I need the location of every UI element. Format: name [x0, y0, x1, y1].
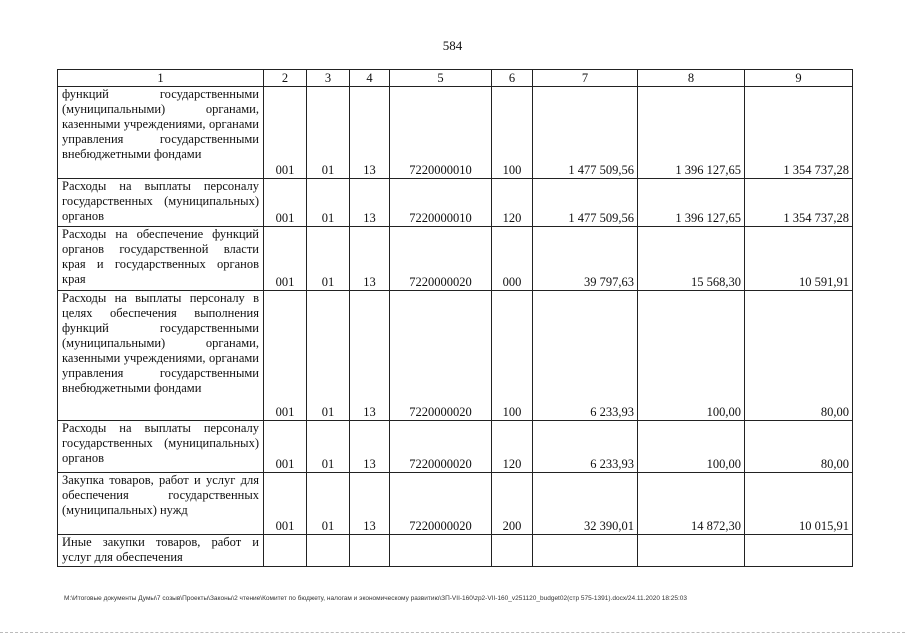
row-subsection [350, 535, 390, 567]
header-cell: 2 [264, 70, 307, 87]
row-target: 7220000020 [390, 291, 492, 421]
row-type: 120 [492, 179, 533, 227]
page-number: 584 [442, 38, 463, 53]
row-target [390, 535, 492, 567]
header-cell: 5 [390, 70, 492, 87]
table-row [58, 227, 853, 291]
row-section: 01 [307, 87, 350, 179]
header-cell: 8 [638, 70, 745, 87]
row-name: Расходы на выплаты персоналу государственных (муниципальных) органов [58, 421, 264, 473]
row-subsection: 13 [350, 227, 390, 291]
row-amount3: 1 354 737,28 [745, 179, 853, 227]
row-section: 01 [307, 179, 350, 227]
row-section: 01 [307, 421, 350, 473]
header-cell: 3 [307, 70, 350, 87]
row-type: 000 [492, 227, 533, 291]
table-row [58, 291, 853, 421]
table-row [58, 179, 853, 227]
row-ministry [264, 535, 307, 567]
header-cell: 6 [492, 70, 533, 87]
page-bottom-divider [0, 632, 905, 633]
row-ministry: 001 [264, 227, 307, 291]
header-cell: 1 [58, 70, 264, 87]
table-header-row [58, 70, 853, 87]
row-ministry: 001 [264, 421, 307, 473]
row-amount3: 1 354 737,28 [745, 87, 853, 179]
row-section: 01 [307, 291, 350, 421]
row-amount3 [745, 535, 853, 567]
row-amount1: 6 233,93 [533, 421, 638, 473]
row-amount2: 14 872,30 [638, 473, 745, 535]
table-row [58, 535, 853, 567]
row-type: 100 [492, 87, 533, 179]
row-ministry: 001 [264, 291, 307, 421]
row-amount2: 15 568,30 [638, 227, 745, 291]
row-ministry: 001 [264, 87, 307, 179]
row-amount2: 100,00 [638, 291, 745, 421]
table-row [58, 473, 853, 535]
row-subsection: 13 [350, 473, 390, 535]
row-name: Иные закупки товаров, работ и услуг для обеспечения [58, 535, 264, 567]
row-amount1: 1 477 509,56 [533, 87, 638, 179]
row-type: 100 [492, 291, 533, 421]
row-amount1 [533, 535, 638, 567]
row-amount2: 1 396 127,65 [638, 179, 745, 227]
row-amount1: 39 797,63 [533, 227, 638, 291]
footer-file-path: M:\Итоговые документы Думы\7 созыв\Проекты\Законы\2 чтение\Комитет по бюджету, налогам и экономическому развитию\ЗП-VII-160\zp2-VII-160_v251120_budget02(стр 575-1391).docx/24.11.2020 18:25:03 [64, 595, 688, 602]
row-name: Закупка товаров, работ и услуг для обеспечения государственных (муниципальных) нужд [58, 473, 264, 535]
header-cell: 7 [533, 70, 638, 87]
table-row [58, 421, 853, 473]
budget-table [57, 69, 853, 567]
row-target: 7220000010 [390, 179, 492, 227]
row-section: 01 [307, 227, 350, 291]
row-amount3: 10 015,91 [745, 473, 853, 535]
row-amount3: 80,00 [745, 421, 853, 473]
row-name: Расходы на выплаты персоналу государственных (муниципальных) органов [58, 179, 264, 227]
row-target: 7220000020 [390, 473, 492, 535]
row-ministry: 001 [264, 473, 307, 535]
row-name: Расходы на выплаты персоналу в целях обеспечения выполнения функций государственными (муниципальными) органами, казенными учреждениями, органами управления государственными внебюджетными фондами [58, 291, 264, 421]
row-target: 7220000010 [390, 87, 492, 179]
row-name: функций государственными (муниципальными) органами, казенными учреждениями, органами управления государственными внебюджетными фондами [58, 87, 264, 179]
row-amount3: 10 591,91 [745, 227, 853, 291]
header-cell: 4 [350, 70, 390, 87]
row-section [307, 535, 350, 567]
header-cell: 9 [745, 70, 853, 87]
row-amount1: 6 233,93 [533, 291, 638, 421]
row-amount2: 1 396 127,65 [638, 87, 745, 179]
row-amount2 [638, 535, 745, 567]
row-target: 7220000020 [390, 227, 492, 291]
table-row [58, 87, 853, 179]
row-name: Расходы на обеспечение функций органов государственной власти края и государственных органов края [58, 227, 264, 291]
row-amount3: 80,00 [745, 291, 853, 421]
row-amount2: 100,00 [638, 421, 745, 473]
row-subsection: 13 [350, 179, 390, 227]
row-subsection: 13 [350, 87, 390, 179]
row-section: 01 [307, 473, 350, 535]
row-subsection: 13 [350, 421, 390, 473]
row-type [492, 535, 533, 567]
row-amount1: 32 390,01 [533, 473, 638, 535]
row-subsection: 13 [350, 291, 390, 421]
row-target: 7220000020 [390, 421, 492, 473]
row-ministry: 001 [264, 179, 307, 227]
row-type: 120 [492, 421, 533, 473]
row-type: 200 [492, 473, 533, 535]
row-amount1: 1 477 509,56 [533, 179, 638, 227]
